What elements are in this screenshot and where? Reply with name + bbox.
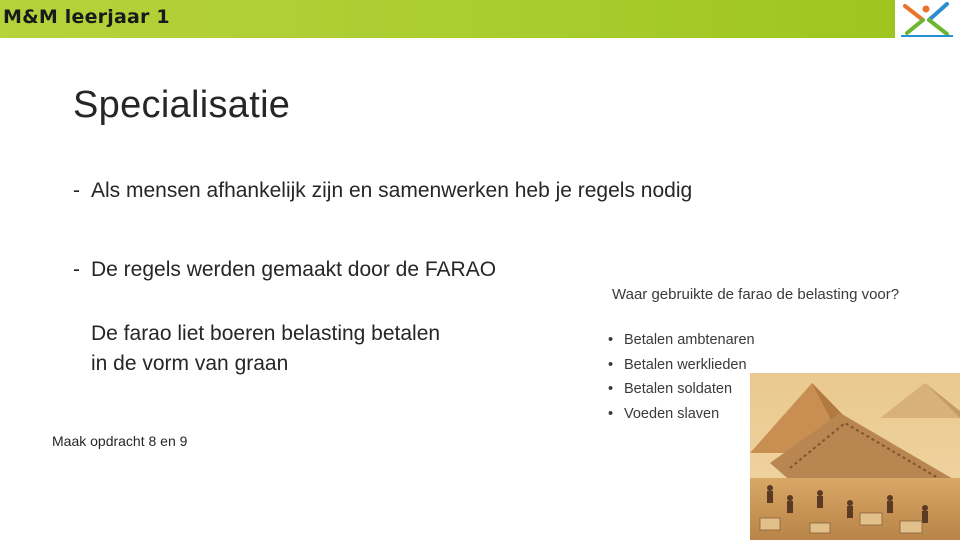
list-item	[608, 353, 755, 378]
question-list	[608, 328, 755, 426]
bullet-text: Als mensen afhankelijk zijn en samenwerken heb je regels nodig	[91, 179, 693, 202]
list-item	[608, 402, 755, 427]
bullet-item	[73, 179, 692, 203]
bullet-dot: •	[608, 332, 614, 348]
bullet-dot: •	[608, 381, 614, 397]
school-logo-icon	[897, 0, 960, 40]
paragraph-line: De farao liet boeren belasting betalen	[91, 322, 441, 345]
bullet-dash: -	[73, 179, 80, 202]
bullet-item	[73, 258, 496, 282]
question-title: Waar gebruikte de farao de belasting voor?	[612, 286, 900, 303]
list-item-text: Voeden slaven	[624, 405, 720, 422]
bullet-dot: •	[608, 405, 614, 422]
list-item-text: Betalen werklieden	[624, 356, 747, 373]
pyramid-construction-illustration	[750, 373, 960, 540]
header-title: M&M leerjaar 1	[3, 6, 170, 28]
header-bar	[0, 0, 895, 38]
slide-title: Specialisatie	[73, 84, 291, 126]
assignment-text: Maak opdracht 8 en 9	[52, 433, 188, 449]
bullet-dash: -	[73, 258, 80, 281]
list-item	[608, 377, 755, 402]
bullet-dot: •	[608, 356, 614, 373]
list-item	[608, 328, 755, 353]
paragraph-line: in de vorm van graan	[91, 352, 289, 375]
bullet-text: De regels werden gemaakt door de FARAO	[91, 258, 497, 281]
tax-paragraph	[91, 319, 440, 379]
list-item-text: Betalen soldaten	[624, 381, 733, 397]
list-item-text: Betalen ambtenaren	[624, 332, 755, 348]
